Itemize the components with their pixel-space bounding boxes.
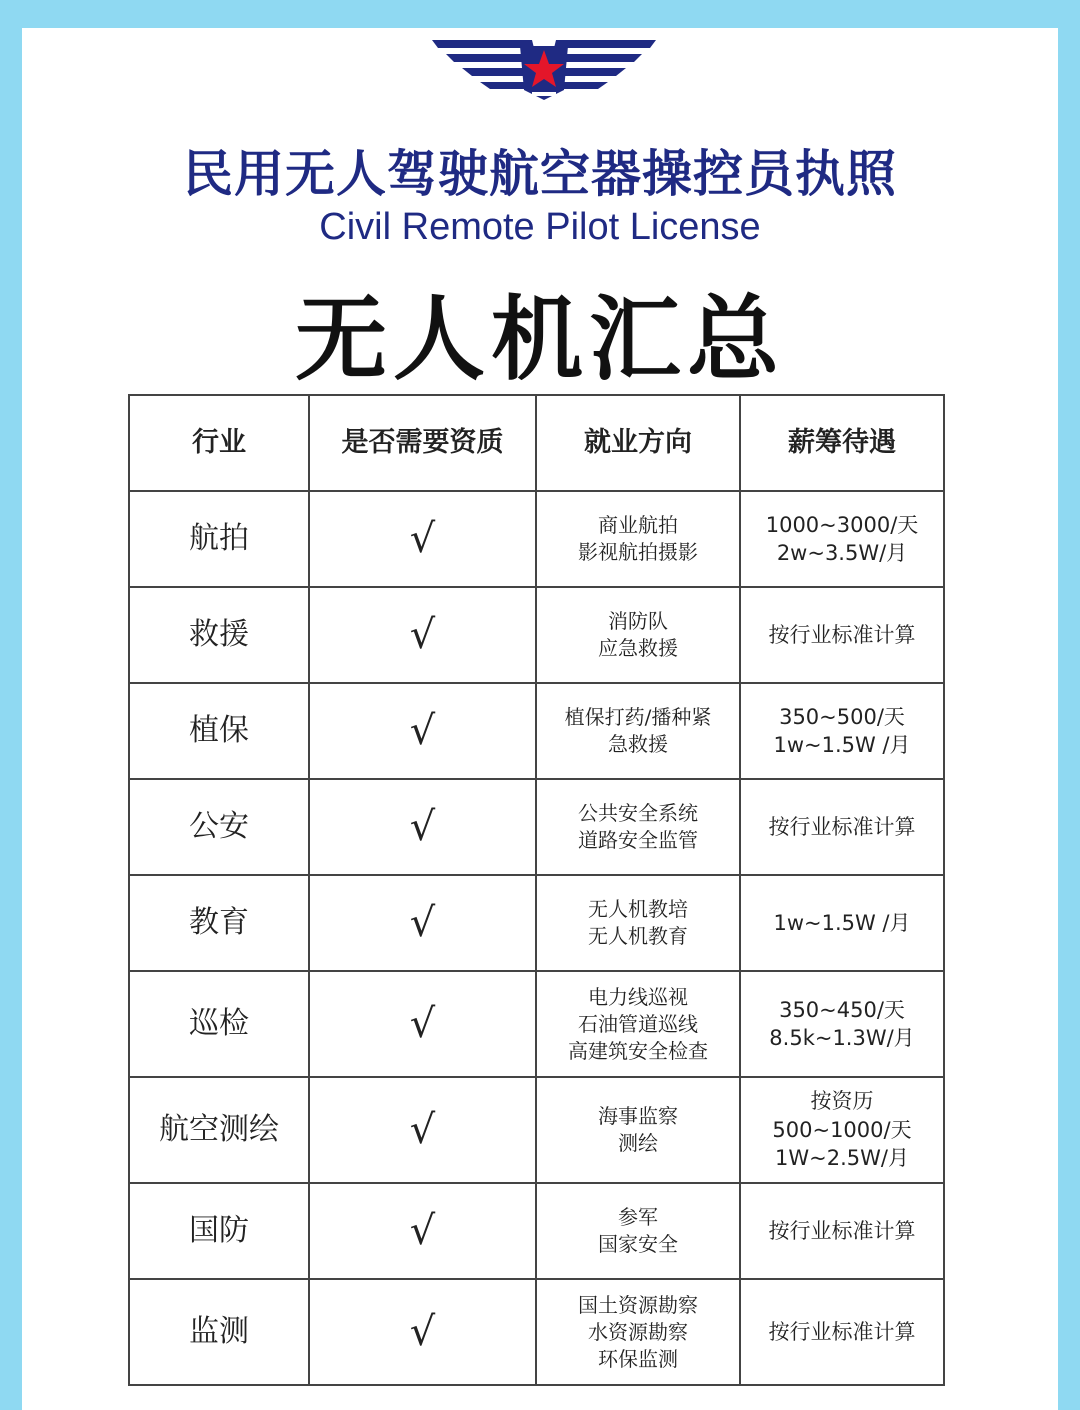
table-row — [129, 491, 944, 587]
table-row — [129, 1279, 944, 1385]
salary-line: 1w~1.5W /月 — [773, 910, 911, 935]
salary-line: 按行业标准计算 — [768, 814, 916, 839]
direction-line: 消防队 — [608, 609, 668, 633]
salary-cell — [740, 683, 944, 779]
page-heading: 无人机汇总 — [294, 286, 785, 393]
table-row — [129, 971, 944, 1077]
direction-line: 水资源勘察 — [588, 1319, 688, 1344]
table-row — [129, 779, 944, 875]
salary-line: 按行业标准计算 — [768, 1319, 916, 1344]
salary-line: 2w~3.5W/月 — [776, 541, 908, 565]
direction-line: 公共安全系统 — [578, 801, 698, 825]
direction-cell — [536, 1183, 740, 1279]
salary-line: 8.5k~1.3W/月 — [769, 1026, 915, 1050]
direction-line: 无人机教培 — [588, 897, 688, 921]
direction-cell — [536, 971, 740, 1077]
column-header-qualification: 是否需要资质 — [309, 395, 536, 491]
salary-line: 500~1000/天 — [772, 1117, 912, 1142]
column-header-industry: 行业 — [129, 395, 309, 491]
direction-cell — [536, 779, 740, 875]
qualification-check-cell: √ — [309, 1279, 536, 1385]
direction-cell — [536, 875, 740, 971]
table-row — [129, 1183, 944, 1279]
direction-line: 无人机教育 — [588, 924, 688, 948]
salary-line: 350~500/天 — [779, 704, 905, 729]
industry-cell: 监测 — [129, 1279, 309, 1385]
direction-cell — [536, 587, 740, 683]
salary-cell — [740, 971, 944, 1077]
industry-cell: 航拍 — [129, 491, 309, 587]
direction-line: 环保监测 — [598, 1346, 678, 1371]
direction-cell — [536, 1077, 740, 1183]
industry-cell: 救援 — [129, 587, 309, 683]
direction-line: 电力线巡视 — [588, 984, 688, 1009]
direction-cell — [536, 491, 740, 587]
direction-line: 应急救援 — [598, 636, 678, 660]
salary-cell — [740, 491, 944, 587]
table-row — [129, 683, 944, 779]
direction-line: 影视航拍摄影 — [578, 540, 698, 564]
qualification-check-cell: √ — [309, 683, 536, 779]
qualification-check-cell: √ — [309, 1077, 536, 1183]
direction-line: 急救援 — [608, 732, 668, 756]
direction-line: 海事监察 — [598, 1104, 678, 1128]
salary-line: 按资历 — [810, 1089, 874, 1114]
direction-line: 测绘 — [618, 1131, 658, 1155]
industry-cell: 巡检 — [129, 971, 309, 1077]
salary-line: 1W~2.5W/月 — [775, 1146, 909, 1171]
direction-cell — [536, 683, 740, 779]
column-header-direction: 就业方向 — [536, 395, 740, 491]
direction-line: 国家安全 — [598, 1232, 678, 1256]
table-body — [129, 491, 944, 1385]
salary-cell — [740, 779, 944, 875]
winged-star-emblem-icon — [432, 36, 656, 102]
direction-cell — [536, 1279, 740, 1385]
industry-cell: 航空测绘 — [129, 1077, 309, 1183]
license-title-cn: 民用无人驾驶航空器操控员执照 — [183, 145, 897, 203]
salary-line: 按行业标准计算 — [768, 622, 916, 647]
drone-summary-table — [128, 394, 945, 1386]
salary-line: 1w~1.5W /月 — [773, 733, 911, 757]
document-sheet — [22, 28, 1058, 1410]
license-title-en: Civil Remote Pilot License — [319, 206, 761, 248]
salary-cell — [740, 1183, 944, 1279]
qualification-check-cell: √ — [309, 491, 536, 587]
table-row — [129, 1077, 944, 1183]
salary-cell — [740, 875, 944, 971]
qualification-check-cell: √ — [309, 779, 536, 875]
direction-line: 国土资源勘察 — [578, 1292, 698, 1317]
qualification-check-cell: √ — [309, 1183, 536, 1279]
column-header-salary: 薪筹待遇 — [740, 395, 944, 491]
direction-line: 石油管道巡线 — [578, 1011, 698, 1036]
direction-line: 植保打药/播种紧 — [564, 705, 712, 729]
table-header-row — [129, 395, 944, 491]
qualification-check-cell: √ — [309, 971, 536, 1077]
table-row — [129, 587, 944, 683]
industry-cell: 国防 — [129, 1183, 309, 1279]
direction-line: 商业航拍 — [598, 513, 678, 537]
direction-line: 高建筑安全检查 — [568, 1038, 708, 1063]
salary-line: 1000~3000/天 — [765, 512, 919, 537]
table-row — [129, 875, 944, 971]
salary-cell — [740, 1077, 944, 1183]
qualification-check-cell: √ — [309, 875, 536, 971]
salary-cell — [740, 587, 944, 683]
salary-line: 按行业标准计算 — [768, 1218, 916, 1243]
direction-line: 道路安全监管 — [578, 828, 698, 852]
salary-line: 350~450/天 — [779, 997, 905, 1022]
direction-line: 参军 — [618, 1205, 658, 1229]
industry-cell: 教育 — [129, 875, 309, 971]
salary-cell — [740, 1279, 944, 1385]
industry-cell: 植保 — [129, 683, 309, 779]
industry-cell: 公安 — [129, 779, 309, 875]
qualification-check-cell: √ — [309, 587, 536, 683]
